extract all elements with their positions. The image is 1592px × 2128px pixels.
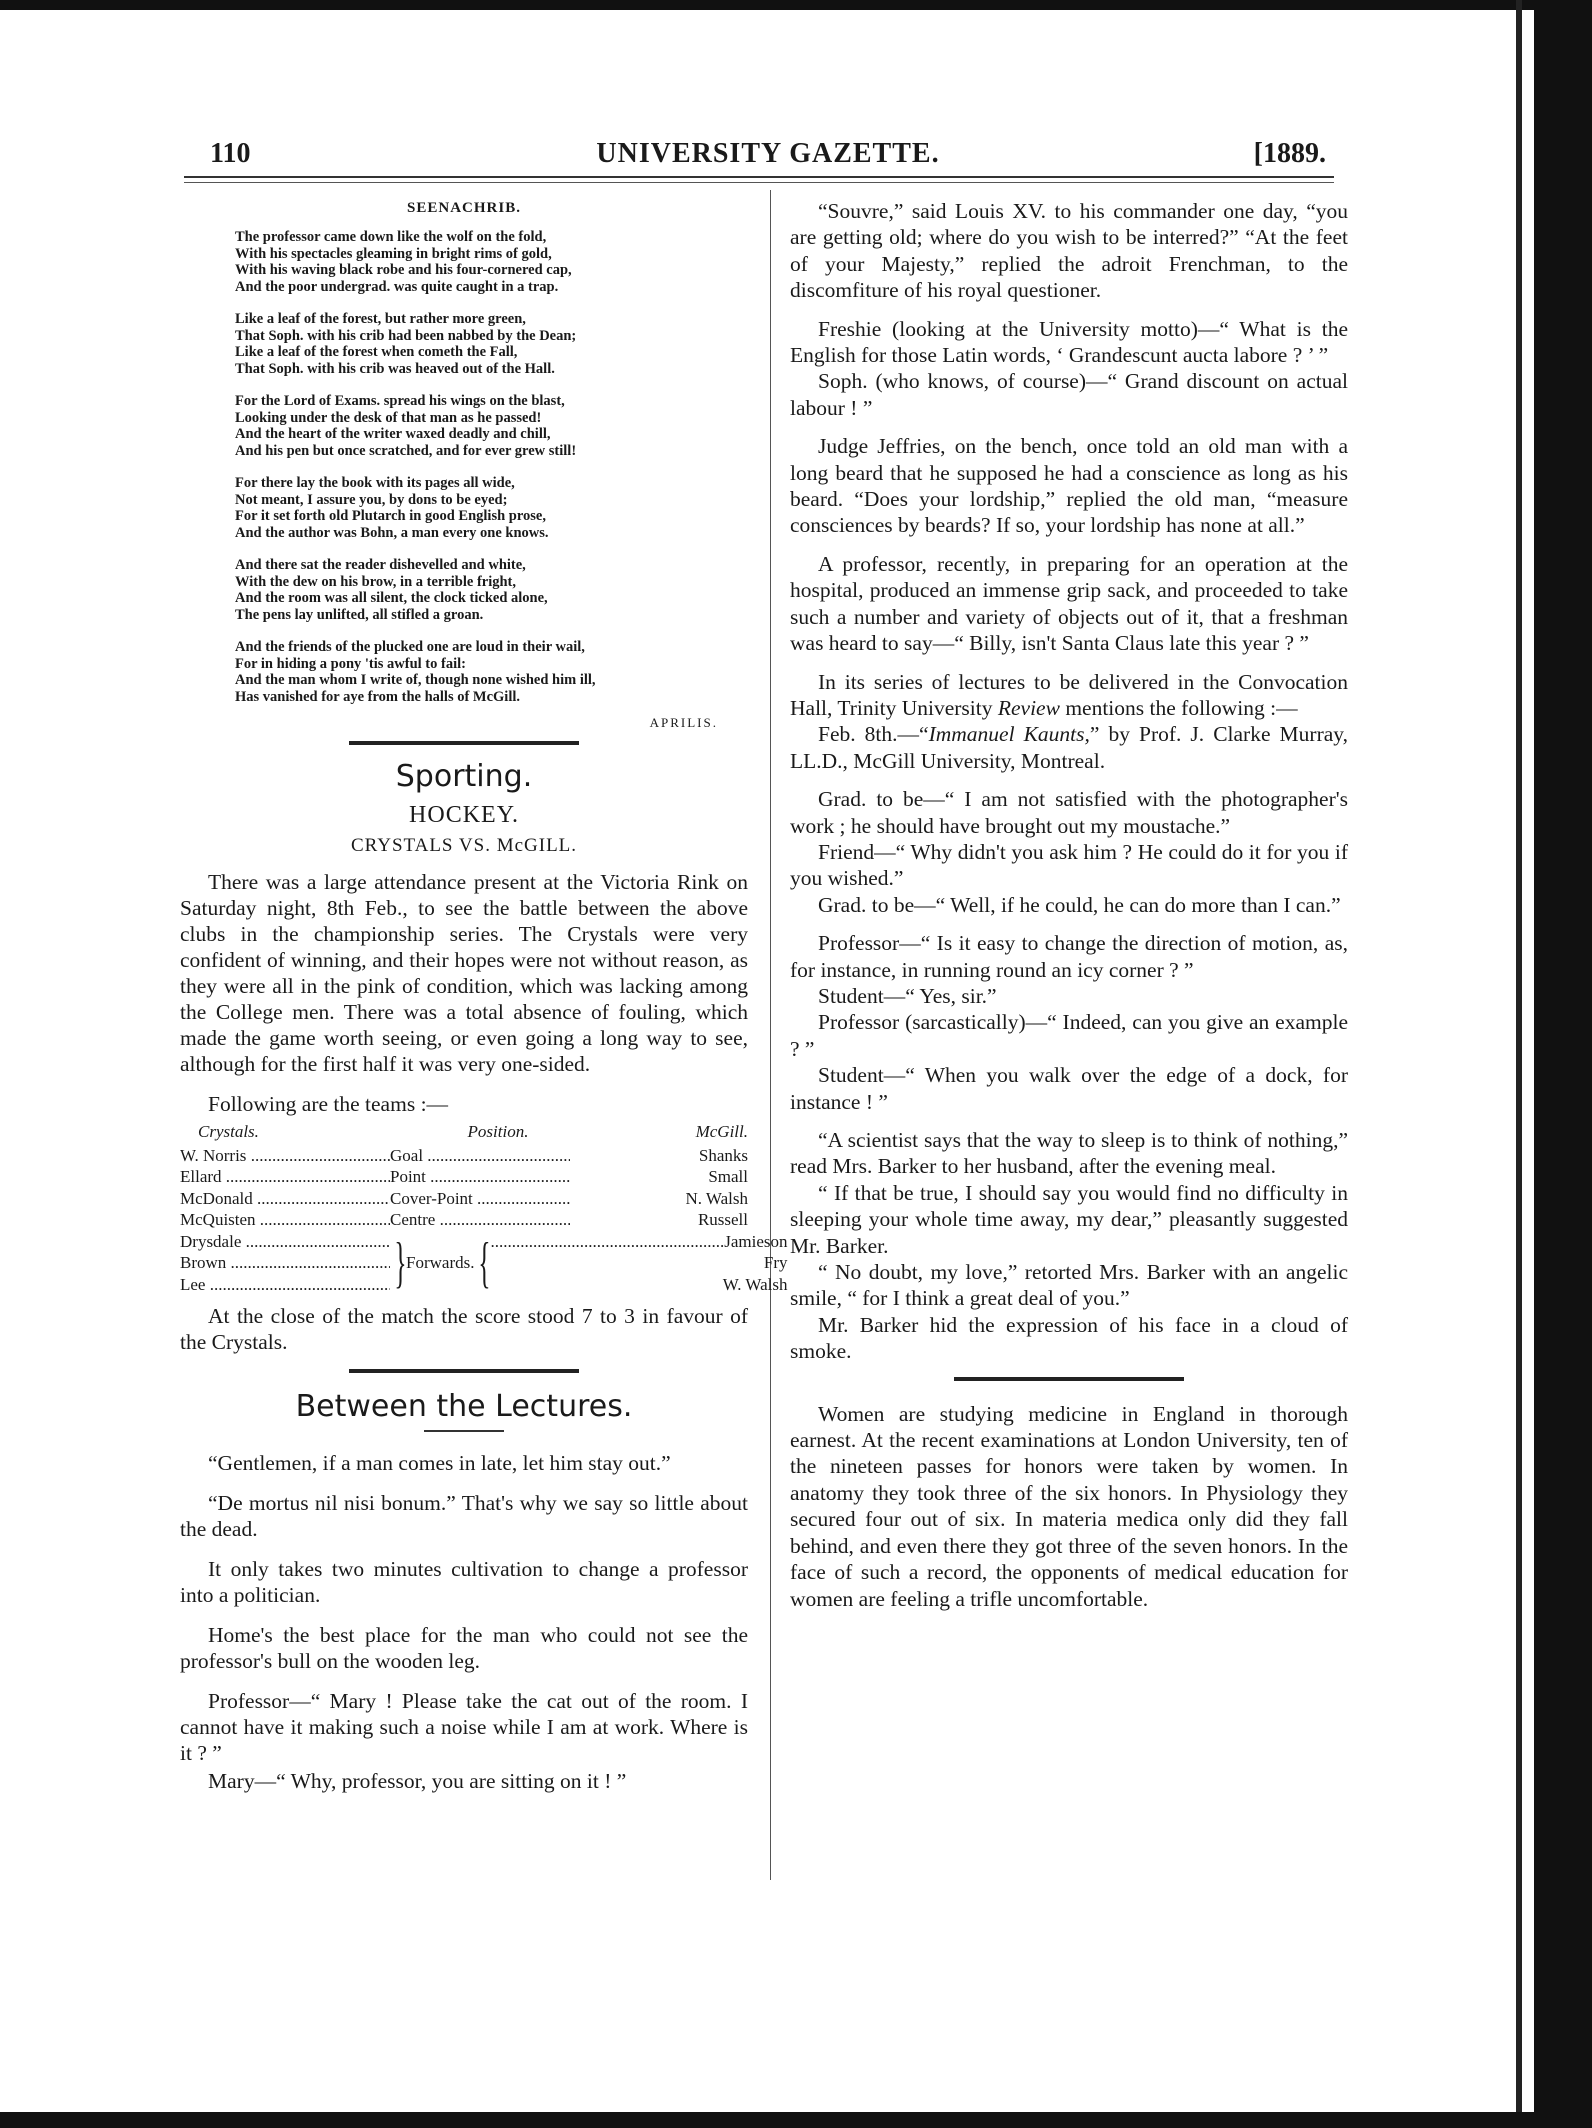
brace-left: { [478,1231,491,1294]
table-row [180,1166,748,1188]
poem-stanza [235,639,748,705]
lecture-series: In its series of lectures to be delivered in the Convocation Hall, Trinity University Review mentions the following :— [790,669,1348,720]
table-row [180,1209,748,1231]
lectures-item: “De mortus nil nisi bonum.” That's why we say so little about the dead. [180,1491,748,1541]
player-position: Centre [390,1210,436,1229]
poem-line: Has vanished for aye from the halls of McGill. [235,688,521,705]
crystals-forward: Drysdale [180,1231,242,1251]
barker-line: Mr. Barker hid the expression of his face in a cloud of smoke. [790,1312,1348,1364]
poem-line: With his spectacles gleaming in bright rims of gold, [235,245,552,262]
col-header-crystals: Crystals. [198,1122,259,1141]
right-column [790,198,1348,1624]
poem-line: For the Lord of Exams. spread his wings on the blast, [235,393,565,409]
final-score: At the close of the match the score stood 7 to 3 in favour of the Crystals. [180,1304,748,1354]
friend-line: Friend—“ Why didn't you ask him ? He could do it for you if you wished.” [790,839,1348,891]
header-rule [184,176,1334,178]
poem-stanza [235,475,748,541]
student-answer: Student—“ Yes, sir.” [818,983,997,1008]
teams-header [180,1121,748,1143]
poem [235,229,748,705]
table-row [180,1145,748,1167]
crystals-player: McDonald [180,1188,253,1208]
mcgill-player: N. Walsh [685,1188,748,1208]
crystals-player: Ellard [180,1167,222,1186]
section-rule [954,1377,1184,1381]
poem-line: With his waving black robe and his four-cornered cap, [235,262,572,278]
poem-line: And the poor undergrad. was quite caught in a trap. [235,278,559,295]
poem-line: And the man whom I write of, though none wished him ill, [235,672,596,688]
poem-line: That Soph. with his crib was heaved out of the Hall. [235,360,555,377]
poem-line: And the friends of the plucked one are loud in their wail, [235,639,585,655]
barker-line: “ No doubt, my love,” retorted Mrs. Barker with an angelic smile, “ for I think a great deal of you.” [790,1260,1348,1311]
mcgill-player: Shanks [698,1145,748,1165]
poem-line: And there sat the reader dishevelled and white, [235,557,526,573]
student-example: Student—“ When you walk over the edge of a dock, for instance ! ” [790,1063,1348,1114]
poem-line: With the dew on his brow, in a terrible fright, [235,573,517,590]
short-rule [424,1430,504,1432]
crystals-player: McQuisten [180,1210,256,1229]
lectures-body [180,1450,748,1794]
crystals-player: W. Norris [180,1145,247,1165]
crystals-forward: Brown [180,1253,227,1272]
grip-sack-anecdote: A professor, recently, in preparing for an operation at the hospital, produced an immense grip sack, and proceeded to take such a number and variety of objects out of it, that a freshman was heard to say—“ Billy, isn't Santa Claus late this year ? ” [790,551,1348,656]
col-header-position: Position. [467,1122,529,1141]
grad-line: Grad. to be—“ I am not satisfied with the photographer's work ; he should have brought out my moustache.” [790,787,1348,838]
poem-line: That Soph. with his crib had been nabbed by the Dean; [235,327,577,344]
lectures-item: Professor—“ Mary ! Please take the cat out of the room. I cannot have it making such a noise while I am at work. Where is it ? ” [180,1689,748,1765]
poem-line: And his pen but once scratched, and for ever grew still! [235,442,577,459]
lecture-listing: Feb. 8th.—“Immanuel Kaunts,” by Prof. J. Clarke Murray, LL.D., McGill University, Montreal. [790,722,1348,773]
poem-stanza [235,311,748,377]
poem-line: And the author was Bohn, a man every one knows. [235,524,549,541]
brace-right: } [394,1231,407,1294]
freshie-question: Freshie (looking at the University motto)—“ What is the English for those Latin words, ‘ Grandescunt aucta labore ? ’ ” [790,316,1348,368]
section-rule [349,1369,579,1373]
review-title: Review [997,695,1060,720]
poem-line: For in hiding a pony 'tis awful to fail: [235,655,466,672]
poem-line: And the heart of the writer waxed deadly and chill, [235,426,551,442]
teams-intro: Following are the teams :— [208,1092,449,1116]
poem-line: Looking under the desk of that man as he passed! [235,409,542,426]
mcgill-forward: Jamieson [724,1231,788,1251]
sporting-body [180,869,748,1117]
scan-edge-bottom [0,2112,1592,2128]
poem-line: For there lay the book with its pages all wide, [235,475,515,491]
mcgill-player: Small [708,1167,748,1186]
player-position: Goal [390,1145,424,1165]
scan-edge-right [1534,0,1592,2128]
professor-followup: Professor (sarcastically)—“ Indeed, can you give an example ? ” [790,1010,1348,1061]
lecture-title: Immanuel Kaunts, [928,722,1090,747]
poem-line: Not meant, I assure you, by dons to be eyed; [235,491,508,508]
section-rule [349,741,579,745]
poem-line: The professor came down like the wolf on the fold, [235,229,547,245]
grad-reply: Grad. to be—“ Well, if he could, he can do more than I can.” [818,892,1341,917]
column-divider [770,190,771,1880]
sporting-heading: Sporting. [395,759,533,794]
souvre-anecdote: “Souvre,” said Louis XV. to his commander one day, “you are getting old; where do you wish to be interred?” “At the feet of your Majesty,” replied the adroit Frenchman, to the discomfiture of his royal questioner. [790,199,1348,303]
lectures-item: “Gentlemen, if a man comes in late, let him stay out.” [208,1451,671,1475]
lectures-item: It only takes two minutes cultivation to change a professor into a politician. [180,1557,748,1607]
poem-stanza [235,557,748,623]
page-number: 110 [210,138,251,169]
crystals-forward: Lee [180,1274,206,1294]
player-position: Point [390,1167,426,1186]
women-medicine-article: Women are studying medicine in England in thorough earnest. At the recent examinations at London University, ten of the nineteen passes for honors were taken by women. In anatomy they took three of the six honors. In Physiology they secured four out of six. In materia medica only did they fall behind, and even there they got three of the seven honors. In the face of such a record, the opponents of medical education for women are feeling a trifle uncomfortable. [790,1401,1348,1611]
poem-stanza [235,229,748,295]
player-position: Cover-Point [390,1188,473,1208]
match-title: CRYSTALS VS. McGILL. [350,835,578,856]
col-header-mcgill: McGill. [695,1122,748,1141]
poem-line: Like a leaf of the forest when cometh the Fall, [235,344,518,360]
table-row [180,1188,748,1210]
soph-answer: Soph. (who knows, of course)—“ Grand discount on actual labour ! ” [790,369,1348,420]
forwards-label: Forwards. [406,1253,475,1272]
lectures-item: Home's the best place for the man who could not see the professor's bull on the wooden leg. [180,1623,748,1673]
header-rule-thin [184,182,1334,183]
left-column [180,198,788,1808]
teams-table [180,1121,788,1295]
poem-line: And the room was all silent, the clock ticked alone, [235,590,548,606]
hockey-subheading: HOCKEY. [409,802,519,828]
barker-line: “A scientist says that the way to sleep is to think of nothing,” read Mrs. Barker to her husband, after the evening meal. [790,1128,1348,1179]
professor-question: Professor—“ Is it easy to change the direction of motion, as, for instance, in running round an icy corner ? ” [790,931,1348,982]
mcgill-forward: W. Walsh [722,1274,788,1294]
barker-line: “ If that be true, I should say you would find no difficulty in sleeping your whole time away, my dear,” pleasantly suggested Mr. Barker. [790,1180,1348,1258]
poem-line: For it set forth old Plutarch in good English prose, [235,508,546,524]
page-header [210,138,1326,178]
match-report: There was a large attendance present at the Victoria Rink on Saturday night, 8th Feb., to see the battle between the above clubs in the championship series. The Crystals were very confident of winning, and their hopes were not without reason, as they were all in the pink of condition, which was lacking among the College men. There was a total absence of fouling, which made the game worth seeing, or even going a long way to see, although for the first half it was very one-sided. [180,870,748,1076]
forwards-row [180,1231,788,1296]
sporting-closing [180,1303,748,1355]
publication-title: UNIVERSITY GAZETTE. [596,138,940,169]
lectures-item: Mary—“ Why, professor, you are sitting on it ! ” [208,1769,627,1793]
jeffries-anecdote: Judge Jeffries, on the bench, once told an old man with a long beard that he supposed he had a conscience as long as his beard. “Does your lordship,” replied the old man, “measure consciences by beards? If so, your lordship has none at all.” [790,434,1348,538]
issue-year: [1889. [1253,138,1326,169]
lectures-heading: Between the Lectures. [295,1389,633,1424]
mcgill-player: Russell [697,1210,748,1229]
poem-line: Like a leaf of the forest, but rather more green, [235,311,526,327]
poem-title: SEENACHRIB. [407,200,521,216]
poem-signature: APRILIS. [649,715,718,730]
mcgill-forward: Fry [763,1253,788,1272]
poem-line: The pens lay unlifted, all stifled a groan. [235,606,484,623]
poem-stanza [235,393,748,459]
